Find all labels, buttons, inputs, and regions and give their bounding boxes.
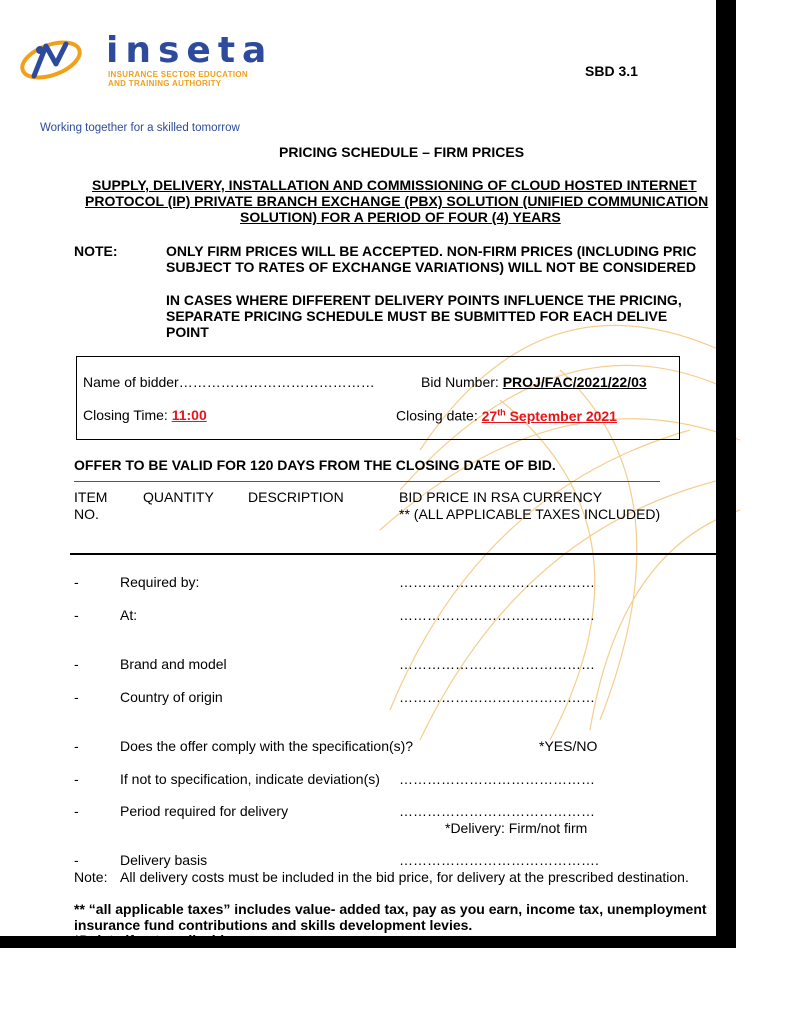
closing-date-rest: September 2021 (505, 407, 617, 424)
closing-time-label: Closing Time: (83, 407, 172, 423)
bid-number-value: PROJ/FAC/2021/22/03 (502, 374, 647, 390)
delivery-note-text: All delivery costs must be included in the bid price, for delivery at the prescribed destination. (120, 869, 689, 885)
bid-number-label: Bid Number: (421, 374, 503, 390)
note-label: NOTE: (74, 243, 118, 259)
required-by-label: Required by: (120, 574, 200, 590)
closing-date-value (482, 408, 617, 424)
closing-date-sup: th (497, 407, 506, 417)
brand-model-label: Brand and model (120, 656, 227, 672)
divider (74, 481, 660, 482)
note-p2-line2: SEPARATE PRICING SCHEDULE MUST BE SUBMITTED FOR EACH DELIVE (166, 308, 668, 324)
header-quantity: QUANTITY (143, 489, 214, 505)
country-origin-label: Country of origin (120, 689, 223, 705)
page-shadow-bottom (0, 936, 736, 948)
logo-tagline: Working together for a skilled tomorrow (40, 122, 240, 134)
bid-info-box (76, 356, 680, 440)
subject-line3: SOLUTION) FOR A PERIOD OF FOUR (4) YEARS (240, 209, 561, 225)
logo-subtitle (108, 70, 248, 88)
bidder-name-dots: …………………………………… (178, 374, 375, 390)
header-bid-price: BID PRICE IN RSA CURRENCY (399, 489, 603, 505)
bidder-name-label: Name of bidder (83, 374, 179, 390)
row-bullet: - (74, 852, 79, 868)
comply-spec-label: Does the offer comply with the specification(s)? (120, 738, 414, 754)
subject-line2: PROTOCOL (IP) PRIVATE BRANCH EXCHANGE (PBX) SOLUTION (UNIFIED COMMUNICATION (85, 193, 709, 209)
bidder-name-field[interactable] (83, 374, 375, 390)
row-bullet: - (74, 771, 79, 787)
header-description: DESCRIPTION (248, 489, 344, 505)
required-by-field[interactable]: …………………………………… (399, 574, 595, 590)
closing-time-value: 11:00 (171, 407, 207, 423)
header-taxes: ** (ALL APPLICABLE TAXES INCLUDED) (399, 506, 661, 522)
yes-no-choice[interactable]: *YES/NO (539, 738, 598, 754)
closing-time (83, 407, 207, 423)
at-label: At: (120, 607, 138, 623)
header-rule (70, 553, 716, 555)
closing-date-label: Closing date: (396, 407, 482, 424)
note-p1-line2: SUBJECT TO RATES OF EXCHANGE VARIATIONS) WILL NOT BE CONSIDERED (166, 259, 696, 275)
closing-date (396, 407, 617, 424)
taxes-note-line1: ** “all applicable taxes” includes value- added tax, pay as you earn, income tax, unemployment (74, 901, 707, 917)
header-item: ITEM (74, 489, 108, 505)
logo-subtitle-line1: INSURANCE SECTOR EDUCATION (108, 70, 248, 79)
bid-number (421, 374, 647, 390)
doc-code: SBD 3.1 (585, 63, 638, 79)
page-shadow-right (716, 0, 736, 948)
inseta-emblem-icon (18, 36, 84, 84)
taxes-note-line2: insurance fund contributions and skills development levies. (74, 917, 473, 933)
note-p2-line3: POINT (166, 324, 209, 340)
row-bullet: - (74, 656, 79, 672)
row-bullet: - (74, 738, 79, 754)
page-title: PRICING SCHEDULE – FIRM PRICES (279, 144, 525, 160)
delivery-basis-label: Delivery basis (120, 852, 208, 868)
delivery-period-label: Period required for delivery (120, 803, 289, 819)
row-bullet: - (74, 607, 79, 623)
deviation-field[interactable]: …………………………………… (399, 771, 595, 787)
delivery-firm-choice[interactable]: *Delivery: Firm/not firm (445, 820, 588, 836)
logo-wordmark: inseta (106, 30, 274, 71)
deviation-label: If not to specification, indicate deviation(s) (120, 771, 380, 787)
row-bullet: - (74, 689, 79, 705)
subject-line1: SUPPLY, DELIVERY, INSTALLATION AND COMMISSIONING OF CLOUD HOSTED INTERNET (92, 177, 697, 193)
delivery-basis-field[interactable]: ……………………………………. (399, 852, 599, 868)
country-origin-field[interactable]: …………………………………… (399, 689, 595, 705)
brand-model-field[interactable]: …………………………………… (399, 656, 595, 672)
row-bullet: - (74, 803, 79, 819)
row-bullet: - (74, 574, 79, 590)
logo-subtitle-line2: AND TRAINING AUTHORITY (108, 79, 222, 88)
note-p1-line1: ONLY FIRM PRICES WILL BE ACCEPTED. NON-FIRM PRICES (INCLUDING PRIC (166, 243, 697, 259)
delivery-period-field[interactable]: …………………………………… (399, 803, 595, 819)
closing-date-day: 27 (481, 407, 498, 424)
header-no: NO. (74, 506, 99, 522)
offer-validity: OFFER TO BE VALID FOR 120 DAYS FROM THE CLOSING DATE OF BID. (74, 457, 556, 473)
at-field[interactable]: …………………………………… (399, 607, 595, 623)
note-p2-line1: IN CASES WHERE DIFFERENT DELIVERY POINTS INFLUENCE THE PRICING, (166, 292, 682, 308)
delivery-note-label: Note: (74, 869, 108, 885)
